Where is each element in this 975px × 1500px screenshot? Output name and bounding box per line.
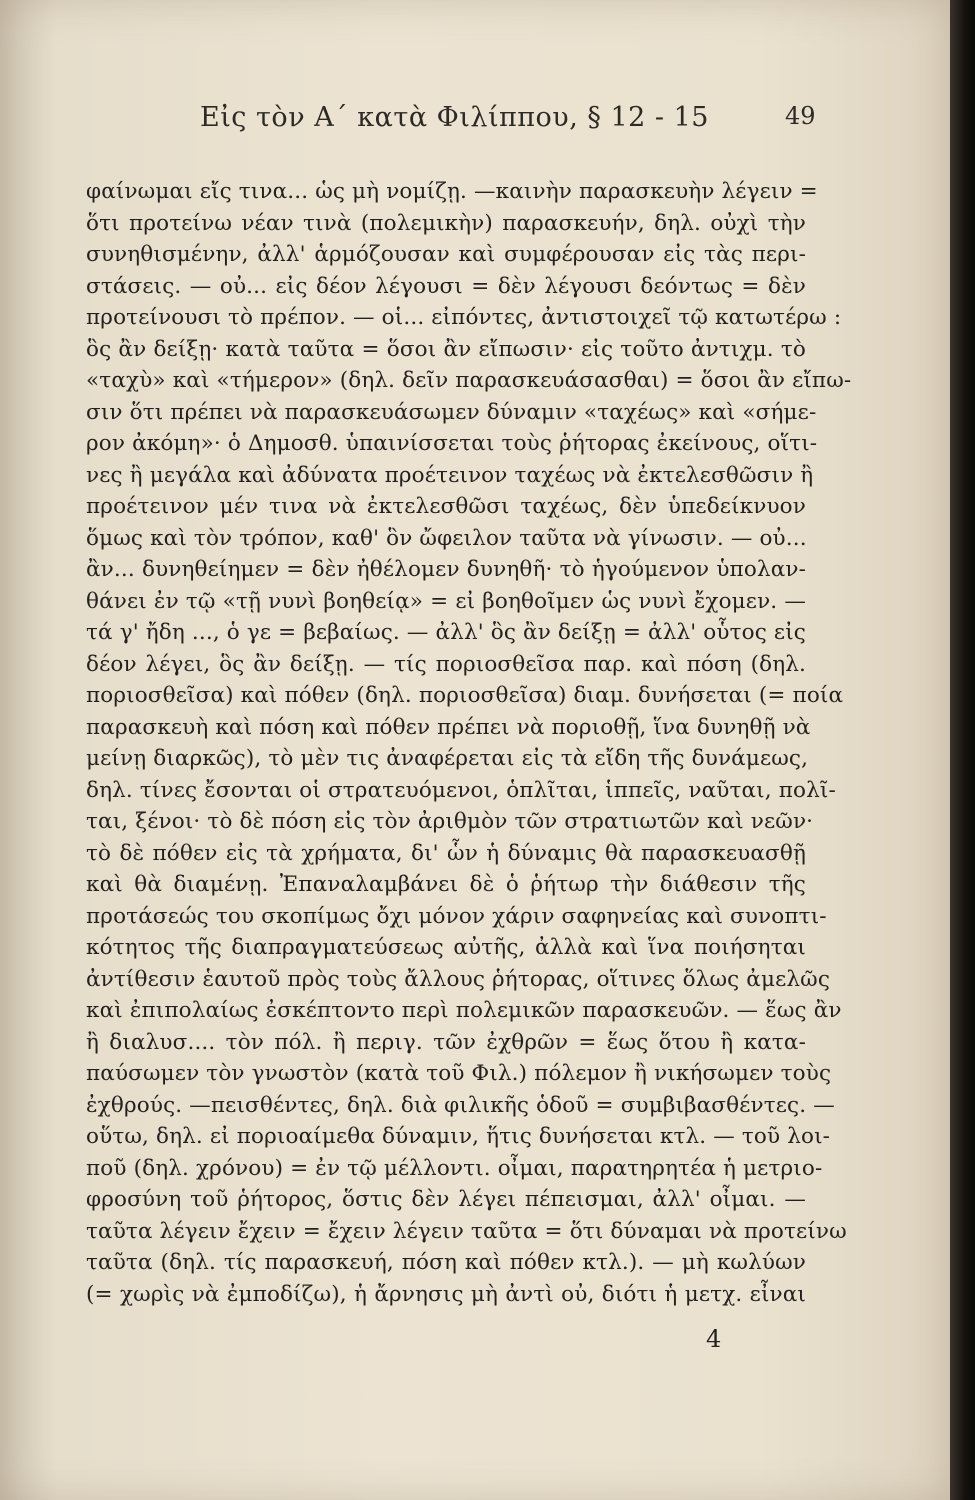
- text-line: οὕτω, δηλ. εἰ ποριοαίμεθα δύναμιν, ἥτις δυνήσεται κτλ. — τοῦ λοι-: [86, 1124, 831, 1149]
- page-number: 49: [785, 102, 816, 130]
- page-header: [0, 102, 950, 142]
- text-line: παύσωμεν τὸν γνωστὸν (κατὰ τοῦ Φιλ.) πόλεμον ἢ νικήσωμεν τοὺς: [86, 1061, 832, 1086]
- text-line: δηλ. τίνες ἔσονται οἱ στρατευόμενοι, ὁπλῖται, ἱππεῖς, ναῦται, πολῖ-: [86, 777, 836, 803]
- text-line: ἐχθρούς. —πεισθέντες, δηλ. διὰ φιλικῆς ὁδοῦ = συμβιβασθέντες. —: [86, 1092, 835, 1118]
- text-line: καὶ θὰ διαμένῃ. Ἐπαναλαμβάνει δὲ ὁ ῥήτωρ τὴν διάθεσιν τῆς: [86, 872, 806, 897]
- text-line: «ταχὺ» καὶ «τήμερον» (δηλ. δεῖν παρασκευάσασθαι) = ὅσοι ἂν εἴπω-: [86, 368, 852, 393]
- text-line: δέον λέγει, ὃς ἂν δείξῃ. — τίς ποριοσθεῖσα παρ. καὶ πόση (δηλ.: [86, 651, 806, 677]
- text-line: (= χωρὶς νὰ ἐμποδίζω), ἡ ἄρνησις μὴ ἀντὶ οὐ, διότι ἡ μετχ. εἶναι: [86, 1281, 806, 1307]
- text-line: ὅμως καὶ τὸν τρόπον, καθ' ὃν ὤφειλον ταῦτα νὰ γίνωσιν. — οὐ...: [86, 525, 807, 551]
- text-line: ἂν... δυνηθείημεν = δὲν ἠθέλομεν δυνηθῆ· τὸ ἡγούμενον ὑπολαν-: [86, 557, 806, 582]
- text-line: στάσεις. — οὐ... εἰς δέον λέγουσι = δὲν λέγουσι δεόντως = δὲν: [86, 273, 806, 299]
- text-line: κότητος τῆς διαπραγματεύσεως αὐτῆς, ἀλλὰ καὶ ἵνα ποιήσηται: [86, 935, 806, 960]
- text-line: προέτεινον μέν τινα νὰ ἐκτελεσθῶσι ταχέως, δὲν ὑπεδείκνυον: [86, 494, 806, 519]
- running-head: Εἰς τὸν Α΄ κατὰ Φιλίππου, § 12 - 15: [200, 102, 709, 133]
- text-line: νες ἢ μεγάλα καὶ ἀδύνατα προέτεινον ταχέως νὰ ἐκτελεσθῶσιν ἢ: [86, 462, 814, 488]
- text-line: μείνῃ διαρκῶς), τὸ μὲν τις ἀναφέρεται εἰς τὰ εἴδη τῆς δυνάμεως,: [86, 746, 809, 771]
- text-line: ἢ διαλυσ.... τὸν πόλ. ἢ περιγ. τῶν ἐχθρῶν = ἕως ὅτου ἢ κατα-: [86, 1029, 806, 1055]
- text-line: ὃς ἂν δείξῃ· κατὰ ταῦτα = ὅσοι ἂν εἴπωσιν· εἰς τοῦτο ἀντιχμ. τὸ: [86, 336, 806, 362]
- text-line: σιν ὅτι πρέπει νὰ παρασκευάσωμεν δύναμιν «ταχέως» καὶ «σήμε-: [86, 399, 817, 425]
- signature-mark: 4: [706, 1325, 722, 1353]
- text-line: προτάσεώς του σκοπίμως ὄχι μόνον χάριν σαφηνείας καὶ συνοπτι-: [86, 903, 827, 929]
- text-line: ποριοσθεῖσα) καὶ πόθεν (δηλ. ποριοσθεῖσα) διαμ. δυνήσεται (= ποία: [86, 683, 844, 708]
- text-line: ἀντίθεσιν ἑαυτοῦ πρὸς τοὺς ἄλλους ῥήτορας, οἵτινες ὅλως ἀμελῶς: [86, 966, 831, 992]
- text-line: ποῦ (δηλ. χρόνου) = ἐν τῷ μέλλοντι. οἶμαι, παρατηρητέα ἡ μετριο-: [86, 1155, 823, 1181]
- text-line: ταῦτα (δηλ. τίς παρασκευή, πόση καὶ πόθεν κτλ.). — μὴ κωλύων: [86, 1250, 806, 1275]
- text-line: φαίνωμαι εἴς τινα... ὡς μὴ νομίζῃ. —καινὴν παρασκευὴν λέγειν =: [86, 179, 818, 204]
- text-line: συνηθισμένην, ἀλλ' ἁρμόζουσαν καὶ συμφέρουσαν εἰς τὰς περι-: [86, 242, 806, 267]
- text-line: τά γ' ἤδη ..., ὁ γε = βεβαίως. — ἀλλ' ὃς ἂν δείξῃ = ἀλλ' οὗτος εἰς: [86, 620, 806, 645]
- text-line: φροσύνη τοῦ ῥήτορος, ὅστις δὲν λέγει πέπεισμαι, ἀλλ' οἶμαι. —: [86, 1187, 806, 1212]
- text-line: καὶ ἐπιπολαίως ἐσκέπτοντο περὶ πολεμικῶν παρασκευῶν. — ἕως ἂν: [86, 998, 842, 1023]
- text-line: παρασκευὴ καὶ πόση καὶ πόθεν πρέπει νὰ ποριοθῇ, ἵνα δυνηθῇ νὰ: [86, 714, 811, 740]
- text-line: προτείνουσι τὸ πρέπον. — οἱ... εἰπόντες, ἀντιστοιχεῖ τῷ κατωτέρω :: [86, 305, 842, 330]
- text-line: ὅτι προτείνω νέαν τινὰ (πολεμικὴν) παρασκευήν, δηλ. οὐχὶ τὴν: [86, 210, 806, 236]
- text-line: ται, ξένοι· τὸ δὲ πόση εἰς τὸν ἀριθμὸν τῶν στρατιωτῶν καὶ νεῶν·: [86, 809, 814, 834]
- body-text: [86, 176, 852, 1310]
- book-edge: [950, 0, 975, 1500]
- text-line: ρον ἀκόμη»· ὁ Δημοσθ. ὑπαινίσσεται τοὺς ῥήτορας ἐκείνους, οἵτι-: [86, 431, 818, 456]
- text-line: ταῦτα λέγειν ἔχειν = ἔχειν λέγειν ταῦτα = ὅτι δύναμαι νὰ προτείνω: [86, 1218, 847, 1244]
- text-line: τὸ δὲ πόθεν εἰς τὰ χρήματα, δι' ὧν ἡ δύναμις θὰ παρασκευασθῇ: [86, 840, 806, 866]
- text-line: θάνει ἐν τῷ «τῇ νυνὶ βοηθείᾳ» = εἰ βοηθοῖμεν ὡς νυνὶ ἔχομεν. —: [86, 588, 806, 614]
